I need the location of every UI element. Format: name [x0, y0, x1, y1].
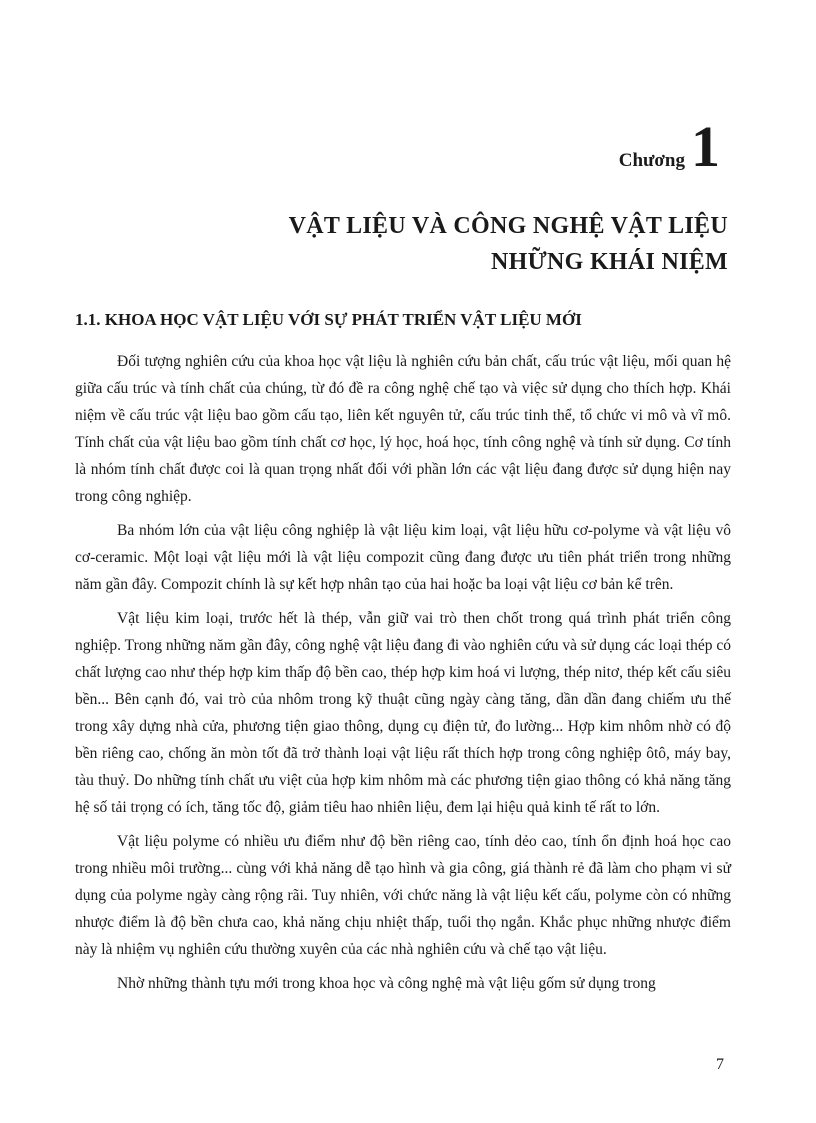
paragraph: Vật liệu kim loại, trước hết là thép, vẫn giữ vai trò then chốt trong quá trình phát triển công nghiệp. Trong những năm gần đây, công nghệ vật liệu đang đi vào nghiên cứu và sử dụng các loại thép có chất lượng cao như thép hợp kim thấp độ bền cao, thép hợp kim hoá vi lượng, thép nitơ, thép kết cấu siêu bền... Bên cạnh đó, vai trò của nhôm trong kỹ thuật cũng ngày càng tăng, dần dần đang chiếm ưu thế trong xây dựng nhà cửa, phương tiện giao thông, dụng cụ điện tử, đo lường... Hợp kim nhôm nhờ có độ bền riêng cao, chống ăn mòn tốt đã trở thành loại vật liệu rất thích hợp trong công nghiệp ôtô, máy bay, tàu thuỷ. Do những tính chất ưu việt của hợp kim nhôm mà các phương tiện giao thông có khả năng tăng hệ số tải trọng có ích, tăng tốc độ, giảm tiêu hao nhiên liệu, đem lại hiệu quả kinh tế rất to lớn.: [75, 610, 731, 816]
chapter-title-line-2: NHỮNG KHÁI NIỆM: [491, 249, 728, 275]
chapter-word: Chương: [618, 150, 685, 171]
paragraph: Nhờ những thành tựu mới trong khoa học và công nghệ mà vật liệu gốm sử dụng trong: [117, 975, 656, 992]
paragraph: Ba nhóm lớn của vật liệu công nghiệp là vật liệu kim loại, vật liệu hữu cơ-polyme và vật liệu vô cơ-ceramic. Một loại vật liệu mới là vật liệu compozit cũng đang được ưu tiên phát triển trong những năm gần đây. Compozit chính là sự kết hợp nhân tạo của hai hoặc ba loại vật liệu cơ bản kể trên.: [75, 522, 731, 593]
section-heading: 1.1. KHOA HỌC VẬT LIỆU VỚI SỰ PHÁT TRIỂN VẬT LIỆU MỚI: [75, 310, 582, 329]
chapter-label: [618, 114, 720, 179]
chapter-number: 1: [691, 114, 720, 179]
paragraph: Vật liệu polyme có nhiều ưu điểm như độ bền riêng cao, tính dẻo cao, tính ổn định hoá học cao trong nhiều môi trường... cùng với khả năng dễ tạo hình và gia công, giá thành rẻ đã làm cho phạm vi sử dụng của polyme ngày càng rộng rãi. Tuy nhiên, với chức năng là vật liệu kết cấu, polyme còn có những nhược điểm là độ bền chưa cao, khả năng chịu nhiệt thấp, tuổi thọ ngắn. Khắc phục những nhược điểm này là nhiệm vụ nghiên cứu thường xuyên của các nhà nghiên cứu và chế tạo vật liệu.: [75, 833, 731, 958]
paragraph: Đối tượng nghiên cứu của khoa học vật liệu là nghiên cứu bản chất, cấu trúc vật liệu, mối quan hệ giữa cấu trúc và tính chất của chúng, từ đó đề ra công nghệ chế tạo và việc sử dụng cho thích hợp. Khái niệm về cấu trúc vật liệu bao gồm cấu tạo, liên kết nguyên tử, cấu trúc tinh thể, tổ chức vi mô và vĩ mô. Tính chất của vật liệu bao gồm tính chất cơ học, lý học, hoá học, tính công nghệ và tính sử dụng. Cơ tính là nhóm tính chất được coi là quan trọng nhất đối với phần lớn các vật liệu đang được sử dụng hiện nay trong công nghiệp.: [75, 353, 731, 505]
chapter-title-line-1: VẬT LIỆU VÀ CÔNG NGHỆ VẬT LIỆU: [288, 213, 728, 239]
body-text: [75, 348, 731, 1004]
page-number: 7: [716, 1056, 724, 1073]
chapter-title: [289, 208, 728, 280]
